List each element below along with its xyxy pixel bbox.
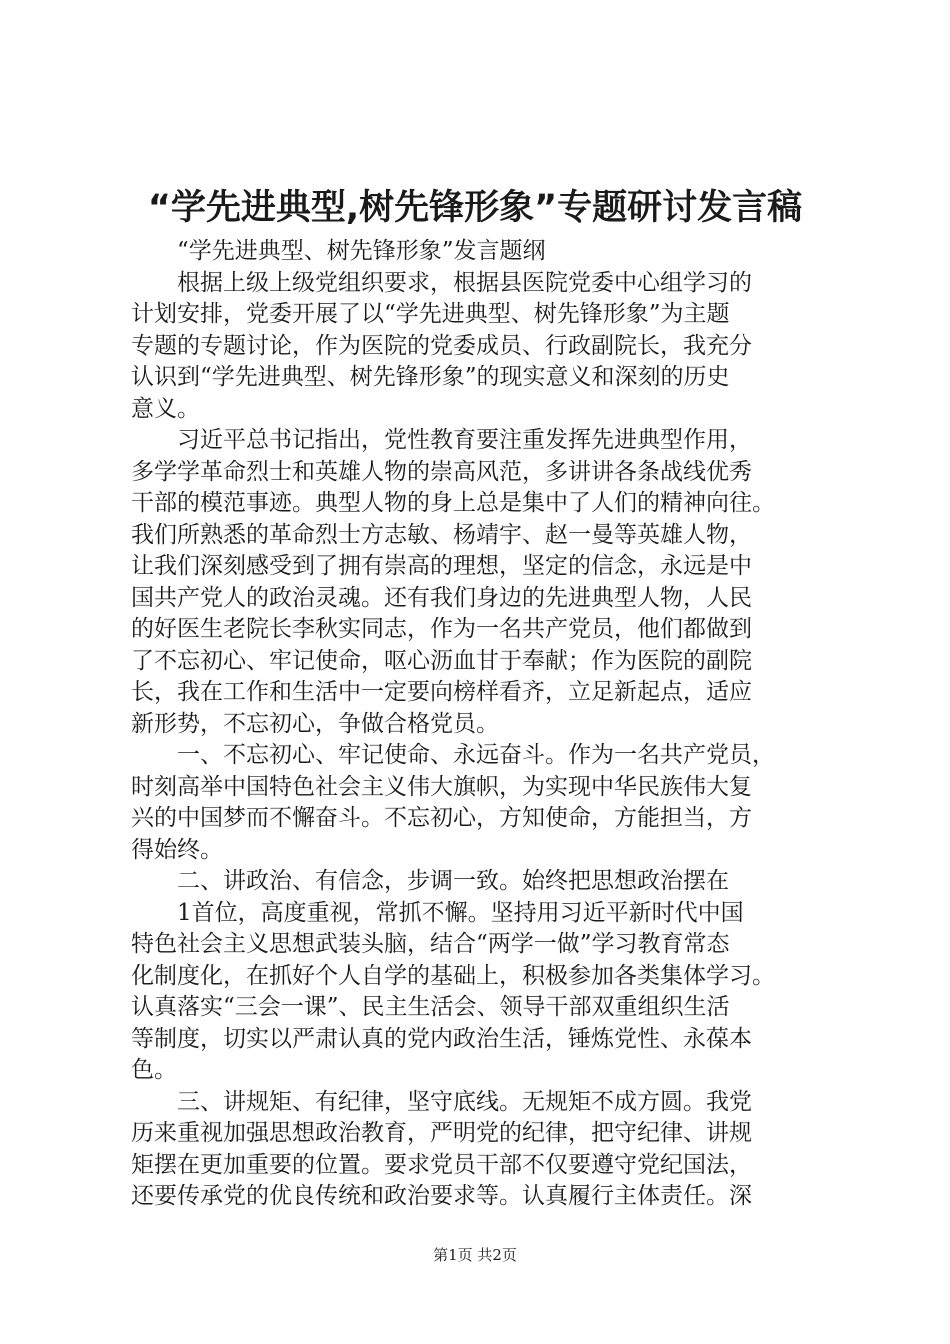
body-line: 专题的专题讨论，作为医院的党委成员、行政副院长，我充分 [131,332,752,359]
body-line: 我们所熟悉的革命烈士方志敏、杨靖宇、赵一曼等英雄人物， [131,521,752,548]
body-line: 特色社会主义思想武装头脑，结合“两学一做”学习教育常态 [131,931,730,957]
body-line: 意义。 [131,395,200,422]
body-line: 色。 [131,1057,177,1083]
body-line: 根据上级上级党组织要求，根据县医院党委中心组学习的 [131,269,752,296]
document-body [131,236,836,1213]
body-line: 认真落实“三会一课”、民主生活会、领导干部双重组织生活 [131,994,730,1020]
document-title: “学先进典型,树先锋形象”专题研讨发言稿 [147,188,803,228]
body-line: 认识到“学先进典型、树先锋形象”的现实意义和深刻的历史 [131,364,730,390]
body-line: 得始终。 [131,836,223,863]
body-line: 化制度化，在抓好个人自学的基础上，积极参加各类集体学习。 [131,962,775,989]
body-line: 多学学革命烈士和英雄人物的崇高风范，多讲讲各条战线优秀 [131,458,752,485]
body-line: 矩摆在更加重要的位置。要求党员干部不仅要遵守党纪国法， [131,1151,752,1178]
body-line: 历来重视加强思想政治教育，严明党的纪律，把守纪律、讲规 [131,1120,752,1146]
body-line: 新形势，不忘初心，争做合格党员。 [131,710,499,737]
body-line: 1首位，高度重视，常抓不懈。坚持用习近平新时代中国 [131,899,744,926]
body-line: “学先进典型、树先锋形象”发言题纲 [131,238,546,264]
body-line: 二、讲政治、有信念，步调一致。始终把思想政治摆在 [131,868,729,894]
body-line: 兴的中国梦而不懈奋斗。不忘初心，方知使命，方能担当，方 [131,805,752,831]
body-line: 等制度，切实以严肃认真的党内政治生活，锤炼党性、永葆本 [131,1025,752,1052]
body-line: 国共产党人的政治灵魂。还有我们身边的先进典型人物，人民 [131,584,752,611]
body-line: 习近平总书记指出，党性教育要注重发挥先进典型作用， [131,427,752,453]
body-line: 一、不忘初心、牢记使命、永远奋斗。作为一名共产党员， [131,742,775,768]
body-line: 时刻高举中国特色社会主义伟大旗帜，为实现中华民族伟大复 [131,773,752,800]
body-line: 长，我在工作和生活中一定要向榜样看齐，立足新起点，适应 [131,679,752,705]
page-footer: 第1页 共2页 [433,1246,517,1264]
body-line: 计划安排，党委开展了以“学先进典型、树先锋形象”为主题 [131,301,730,327]
body-line: 还要传承党的优良传统和政治要求等。认真履行主体责任。深 [131,1183,752,1209]
body-line: 让我们深刻感受到了拥有崇高的理想，坚定的信念，永远是中 [131,553,752,579]
body-line: 的好医生老院长李秋实同志，作为一名共产党员，他们都做到 [131,616,752,642]
body-line: 干部的模范事迹。典型人物的身上总是集中了人们的精神向往。 [131,490,775,516]
body-line: 了不忘初心、牢记使命，呕心沥血甘于奉献；作为医院的副院 [131,647,752,674]
body-line: 三、讲规矩、有纪律，坚守底线。无规矩不成方圆。我党 [131,1088,752,1115]
